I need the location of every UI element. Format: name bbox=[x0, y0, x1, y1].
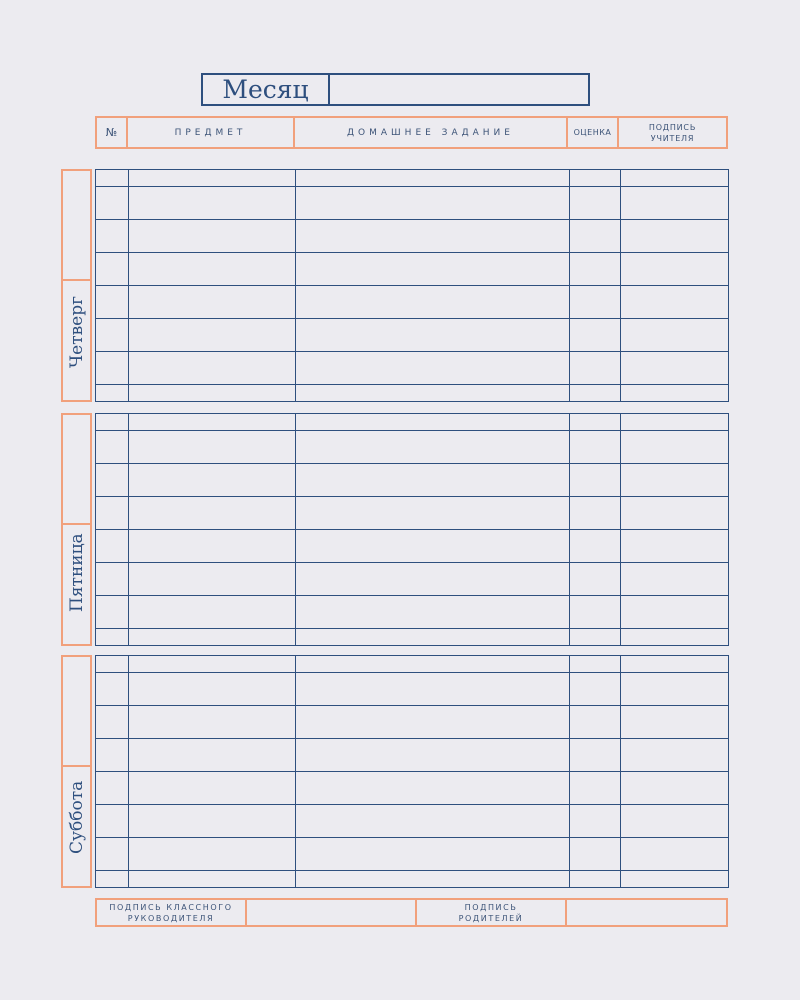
cell-subject[interactable] bbox=[128, 772, 295, 805]
cell-number[interactable] bbox=[96, 563, 128, 596]
cell-grade[interactable] bbox=[569, 629, 620, 646]
cell-subject[interactable] bbox=[128, 706, 295, 739]
footer-parents-label bbox=[417, 900, 567, 925]
homework-table bbox=[96, 656, 728, 887]
cell-number[interactable] bbox=[96, 596, 128, 629]
cell-teacher-signature[interactable] bbox=[620, 530, 728, 563]
cell-grade[interactable] bbox=[569, 706, 620, 739]
cell-teacher-signature[interactable] bbox=[620, 673, 728, 706]
cell-number[interactable] bbox=[96, 673, 128, 706]
day-grid-friday bbox=[95, 413, 729, 646]
homework-table bbox=[96, 414, 728, 645]
table-row bbox=[96, 871, 728, 888]
cell-grade[interactable] bbox=[569, 530, 620, 563]
cell-teacher-signature[interactable] bbox=[620, 319, 728, 352]
day-grid-thursday bbox=[95, 169, 729, 402]
header-teacher-signature-line1: ПОДПИСЬ bbox=[648, 122, 697, 132]
cell-homework[interactable] bbox=[295, 656, 569, 673]
cell-grade[interactable] bbox=[569, 385, 620, 402]
footer-class-teacher-label bbox=[97, 900, 247, 925]
cell-homework[interactable] bbox=[295, 286, 569, 319]
cell-number[interactable] bbox=[96, 656, 128, 673]
cell-homework[interactable] bbox=[295, 706, 569, 739]
table-row bbox=[96, 629, 728, 646]
cell-grade[interactable] bbox=[569, 319, 620, 352]
cell-subject[interactable] bbox=[128, 385, 295, 402]
table-row bbox=[96, 220, 728, 253]
cell-number[interactable] bbox=[96, 805, 128, 838]
day-label-thursday bbox=[61, 169, 92, 402]
table-row bbox=[96, 352, 728, 385]
cell-grade[interactable] bbox=[569, 805, 620, 838]
cell-grade[interactable] bbox=[569, 170, 620, 187]
cell-homework[interactable] bbox=[295, 253, 569, 286]
cell-teacher-signature[interactable] bbox=[620, 656, 728, 673]
cell-teacher-signature[interactable] bbox=[620, 220, 728, 253]
table-row bbox=[96, 739, 728, 772]
cell-teacher-signature[interactable] bbox=[620, 431, 728, 464]
cell-homework[interactable] bbox=[295, 805, 569, 838]
cell-subject[interactable] bbox=[128, 656, 295, 673]
homework-table bbox=[96, 170, 728, 401]
cell-teacher-signature[interactable] bbox=[620, 286, 728, 319]
cell-subject[interactable] bbox=[128, 497, 295, 530]
header-number: № bbox=[97, 118, 128, 147]
cell-grade[interactable] bbox=[569, 838, 620, 871]
cell-grade[interactable] bbox=[569, 596, 620, 629]
cell-subject[interactable] bbox=[128, 530, 295, 563]
cell-teacher-signature[interactable] bbox=[620, 497, 728, 530]
cell-homework[interactable] bbox=[295, 739, 569, 772]
cell-homework[interactable] bbox=[295, 596, 569, 629]
table-row bbox=[96, 187, 728, 220]
month-input[interactable] bbox=[330, 75, 588, 104]
cell-homework[interactable] bbox=[295, 838, 569, 871]
cell-grade[interactable] bbox=[569, 187, 620, 220]
cell-grade[interactable] bbox=[569, 464, 620, 497]
table-row bbox=[96, 497, 728, 530]
cell-number[interactable] bbox=[96, 352, 128, 385]
cell-number[interactable] bbox=[96, 772, 128, 805]
cell-homework[interactable] bbox=[295, 170, 569, 187]
day-divider bbox=[63, 523, 90, 525]
cell-homework[interactable] bbox=[295, 352, 569, 385]
cell-subject[interactable] bbox=[128, 319, 295, 352]
cell-homework[interactable] bbox=[295, 772, 569, 805]
cell-grade[interactable] bbox=[569, 431, 620, 464]
table-row bbox=[96, 464, 728, 497]
month-label: Месяц bbox=[203, 75, 330, 104]
table-row bbox=[96, 170, 728, 187]
cell-homework[interactable] bbox=[295, 187, 569, 220]
cell-homework[interactable] bbox=[295, 464, 569, 497]
cell-teacher-signature[interactable] bbox=[620, 414, 728, 431]
table-row bbox=[96, 286, 728, 319]
cell-number[interactable] bbox=[96, 629, 128, 646]
table-row bbox=[96, 772, 728, 805]
cell-subject[interactable] bbox=[128, 286, 295, 319]
cell-homework[interactable] bbox=[295, 530, 569, 563]
cell-teacher-signature[interactable] bbox=[620, 629, 728, 646]
cell-homework[interactable] bbox=[295, 431, 569, 464]
footer-class-teacher-line1: ПОДПИСЬ КЛАССНОГО bbox=[109, 902, 233, 912]
cell-homework[interactable] bbox=[295, 319, 569, 352]
cell-number[interactable] bbox=[96, 286, 128, 319]
cell-subject[interactable] bbox=[128, 629, 295, 646]
header-subject: ПРЕДМЕТ bbox=[128, 118, 295, 147]
cell-teacher-signature[interactable] bbox=[620, 563, 728, 596]
cell-number[interactable] bbox=[96, 530, 128, 563]
day-label-saturday bbox=[61, 655, 92, 888]
cell-grade[interactable] bbox=[569, 739, 620, 772]
footer-row bbox=[95, 898, 728, 927]
cell-grade[interactable] bbox=[569, 352, 620, 385]
cell-number[interactable] bbox=[96, 187, 128, 220]
cell-grade[interactable] bbox=[569, 253, 620, 286]
cell-subject[interactable] bbox=[128, 431, 295, 464]
cell-number[interactable] bbox=[96, 706, 128, 739]
header-teacher-signature bbox=[619, 118, 726, 147]
table-row bbox=[96, 319, 728, 352]
cell-subject[interactable] bbox=[128, 170, 295, 187]
footer-parents-signature[interactable] bbox=[567, 900, 726, 925]
cell-number[interactable] bbox=[96, 414, 128, 431]
cell-number[interactable] bbox=[96, 170, 128, 187]
cell-homework[interactable] bbox=[295, 385, 569, 402]
cell-subject[interactable] bbox=[128, 838, 295, 871]
table-row bbox=[96, 385, 728, 402]
month-box bbox=[201, 73, 590, 106]
day-divider bbox=[63, 279, 90, 281]
cell-subject[interactable] bbox=[128, 673, 295, 706]
footer-parents-line1: ПОДПИСЬ bbox=[464, 902, 518, 912]
cell-number[interactable] bbox=[96, 253, 128, 286]
table-row bbox=[96, 431, 728, 464]
cell-teacher-signature[interactable] bbox=[620, 253, 728, 286]
header-row bbox=[95, 116, 728, 149]
day-name: Четверг bbox=[66, 295, 87, 368]
cell-grade[interactable] bbox=[569, 871, 620, 888]
cell-grade[interactable] bbox=[569, 673, 620, 706]
cell-subject[interactable] bbox=[128, 352, 295, 385]
cell-teacher-signature[interactable] bbox=[620, 464, 728, 497]
cell-teacher-signature[interactable] bbox=[620, 187, 728, 220]
cell-teacher-signature[interactable] bbox=[620, 596, 728, 629]
cell-subject[interactable] bbox=[128, 253, 295, 286]
cell-number[interactable] bbox=[96, 497, 128, 530]
cell-subject[interactable] bbox=[128, 464, 295, 497]
cell-teacher-signature[interactable] bbox=[620, 385, 728, 402]
header-homework: ДОМАШНЕЕ ЗАДАНИЕ bbox=[295, 118, 568, 147]
table-row bbox=[96, 414, 728, 431]
cell-subject[interactable] bbox=[128, 739, 295, 772]
cell-teacher-signature[interactable] bbox=[620, 805, 728, 838]
table-row bbox=[96, 805, 728, 838]
cell-homework[interactable] bbox=[295, 673, 569, 706]
cell-subject[interactable] bbox=[128, 596, 295, 629]
footer-parents-line2: РОДИТЕЛЕЙ bbox=[458, 913, 524, 923]
table-row bbox=[96, 253, 728, 286]
cell-grade[interactable] bbox=[569, 414, 620, 431]
cell-subject[interactable] bbox=[128, 414, 295, 431]
cell-number[interactable] bbox=[96, 871, 128, 888]
day-grid-saturday bbox=[95, 655, 729, 888]
day-name: Суббота bbox=[66, 780, 87, 854]
cell-teacher-signature[interactable] bbox=[620, 739, 728, 772]
footer-class-teacher-signature[interactable] bbox=[247, 900, 417, 925]
cell-teacher-signature[interactable] bbox=[620, 871, 728, 888]
header-teacher-signature-line2: УЧИТЕЛЯ bbox=[650, 133, 695, 143]
cell-grade[interactable] bbox=[569, 220, 620, 253]
cell-grade[interactable] bbox=[569, 563, 620, 596]
cell-teacher-signature[interactable] bbox=[620, 772, 728, 805]
cell-number[interactable] bbox=[96, 385, 128, 402]
table-row bbox=[96, 706, 728, 739]
cell-teacher-signature[interactable] bbox=[620, 838, 728, 871]
cell-subject[interactable] bbox=[128, 805, 295, 838]
cell-number[interactable] bbox=[96, 464, 128, 497]
cell-homework[interactable] bbox=[295, 414, 569, 431]
table-row bbox=[96, 596, 728, 629]
cell-homework[interactable] bbox=[295, 871, 569, 888]
cell-homework[interactable] bbox=[295, 629, 569, 646]
cell-number[interactable] bbox=[96, 838, 128, 871]
table-row bbox=[96, 563, 728, 596]
cell-grade[interactable] bbox=[569, 286, 620, 319]
cell-number[interactable] bbox=[96, 431, 128, 464]
cell-subject[interactable] bbox=[128, 220, 295, 253]
cell-teacher-signature[interactable] bbox=[620, 352, 728, 385]
cell-grade[interactable] bbox=[569, 656, 620, 673]
cell-subject[interactable] bbox=[128, 563, 295, 596]
cell-subject[interactable] bbox=[128, 871, 295, 888]
table-row bbox=[96, 838, 728, 871]
day-name: Пятница bbox=[66, 533, 87, 612]
cell-homework[interactable] bbox=[295, 497, 569, 530]
cell-grade[interactable] bbox=[569, 497, 620, 530]
cell-number[interactable] bbox=[96, 220, 128, 253]
day-divider bbox=[63, 765, 90, 767]
cell-number[interactable] bbox=[96, 319, 128, 352]
cell-grade[interactable] bbox=[569, 772, 620, 805]
day-label-friday bbox=[61, 413, 92, 646]
footer-class-teacher-line2: РУКОВОДИТЕЛЯ bbox=[127, 913, 215, 923]
cell-number[interactable] bbox=[96, 739, 128, 772]
cell-homework[interactable] bbox=[295, 563, 569, 596]
header-grade: ОЦЕНКА bbox=[568, 118, 619, 147]
table-row bbox=[96, 656, 728, 673]
table-row bbox=[96, 530, 728, 563]
cell-subject[interactable] bbox=[128, 187, 295, 220]
cell-teacher-signature[interactable] bbox=[620, 170, 728, 187]
table-row bbox=[96, 673, 728, 706]
cell-homework[interactable] bbox=[295, 220, 569, 253]
cell-teacher-signature[interactable] bbox=[620, 706, 728, 739]
